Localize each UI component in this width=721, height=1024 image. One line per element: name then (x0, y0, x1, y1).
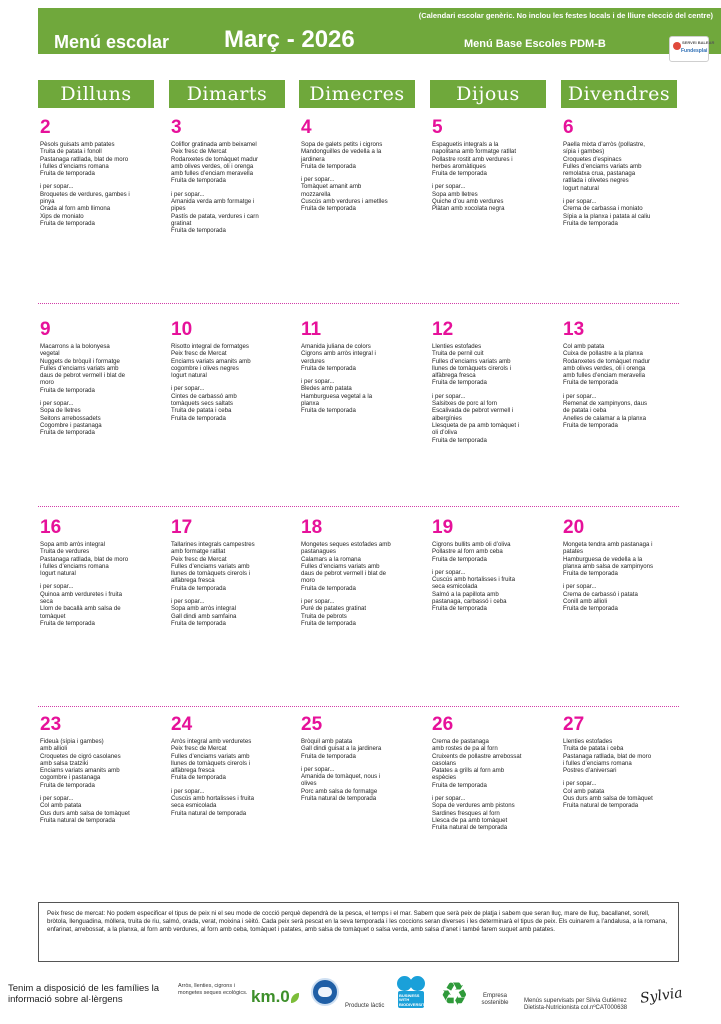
menu-item: Cintes de carbassó amb (171, 392, 237, 400)
dinner-heading: i per sopar... (432, 183, 466, 191)
menu-item: Fruita de temporada (563, 219, 618, 227)
menu-item: Porc amb salsa de formatge (301, 787, 378, 795)
menu-item: Mongeta tendra amb pastanaga i (563, 541, 653, 548)
day-number: 11 (301, 319, 322, 340)
menu-item: Bledes amb patata (301, 385, 352, 393)
day-header-monday: Dilluns (38, 80, 154, 108)
day-number: 27 (563, 714, 585, 735)
menu-item: llunes de tomàquets cirerols i (171, 570, 250, 578)
menu-item: Fruita de temporada (301, 364, 356, 372)
menu-item: seca esmicolada (171, 802, 217, 810)
menu-item: Pèsols guisats amb patates (40, 141, 115, 148)
menu-item: Peix fresc de Mercat (171, 148, 227, 156)
menu-item: Llom de bacallà amb salsa de (40, 605, 121, 613)
menu-day-cell (301, 715, 425, 802)
menu-item: Amanida juliana de colors (301, 343, 371, 350)
day-number: 26 (432, 714, 454, 735)
menu-item: Fruita de temporada (301, 752, 356, 760)
day-number: 9 (40, 319, 51, 340)
day-number: 25 (301, 714, 323, 735)
menu-item: Fruita de temporada (171, 177, 226, 185)
menu-item: Pastanaga ratllada, blat de moro (563, 752, 652, 760)
dinner-heading: i per sopar... (563, 392, 597, 400)
menu-item: Fruita de temporada (563, 421, 618, 429)
menu-item: Fideuà (sípia i gambes) (40, 738, 104, 745)
logo-dot-icon (673, 42, 681, 50)
menu-item: Broquetes de verdures, gambes i (40, 190, 130, 198)
menu-item: Rodanxetes de tomàquet madur (563, 357, 651, 365)
menu-item: pastanagues (301, 548, 336, 556)
menu-item: tomàquet (40, 612, 66, 620)
menu-item: Cogombre i pastanaga (40, 421, 102, 429)
menu-item: Sopa de lletres (40, 407, 81, 415)
menu-item: Truita de patata i ceba (171, 407, 232, 415)
menu-item: Fruita de temporada (171, 774, 226, 782)
menu-item: Ous durs amb salsa de tomàquet (40, 809, 130, 817)
menu-item: i fulles d’enciams romana (40, 162, 109, 170)
logo-main-text: Fundesplai (681, 48, 708, 54)
menu-item: i fulles d’enciams romana (563, 759, 632, 767)
menu-item: Sopa de galets petits i cigrons (301, 141, 383, 148)
menu-item: Fruita natural de temporada (301, 795, 377, 803)
menu-item: Plàtan amb xocolata negra (432, 205, 505, 213)
header-banner (38, 8, 721, 54)
menu-item: Salsitxes de porc al forn (432, 400, 498, 408)
menu-item: Sopa amb arròs integral (171, 605, 237, 613)
menu-item: pipes (171, 205, 186, 213)
menu-item: Risotto integral de formatges (171, 343, 249, 350)
menu-item: Fruita de temporada (40, 170, 95, 178)
menu-item: Puré de patates gratinat (301, 605, 367, 613)
menu-item: Fruita natural de temporada (563, 802, 639, 810)
menu-item: Salmó a la papillota amb (432, 590, 499, 598)
menu-item: Fruita natural de temporada (432, 824, 508, 832)
menu-item: Fruita de temporada (301, 162, 356, 170)
menu-item: i fulles d’enciams romana (40, 562, 109, 570)
menu-item: moro (40, 379, 54, 387)
dinner-heading: i per sopar... (171, 190, 205, 198)
day-header-tuesday: Dimarts (169, 80, 285, 108)
menu-item: amb olives verdes, oli i orenga (171, 162, 254, 170)
menu-item: Anelles de calamar a la planxa (563, 414, 646, 422)
menu-item: alfàbrega fresca (432, 372, 476, 380)
menu-item: Fruita de temporada (432, 170, 487, 178)
menu-item: patates (563, 548, 583, 556)
menu-item: mozzarella (301, 190, 331, 198)
day-header-wednesday: Dimecres (299, 80, 415, 108)
menu-item: ratllada i olivetes negres (563, 177, 629, 185)
menu-item: Rodanxetes de tomàquet madur (171, 155, 259, 163)
menu-item: herbes aromàtiques (432, 162, 486, 170)
menu-item: Cuixa de pollastre a la planxa (563, 350, 643, 358)
menu-day-cell (171, 320, 295, 422)
menu-item: Escalivada de pebrot vermell i (432, 407, 514, 415)
menu-item: Crema de carbassó i patata (563, 590, 638, 598)
menu-item: casolans (432, 759, 457, 767)
logo-top-text: SERVEI BALEAR (682, 40, 715, 45)
day-number: 17 (171, 517, 193, 538)
menu-item: Llenties estofades (563, 738, 613, 745)
menu-item: Arròs integral amb verduretes (171, 738, 252, 745)
week-separator (38, 706, 679, 707)
menu-item: Truita de verdures (40, 548, 90, 556)
menu-item: Fruita de temporada (40, 429, 95, 437)
week-separator (38, 506, 679, 507)
day-number: 4 (301, 117, 312, 138)
day-number: 10 (171, 319, 193, 340)
menu-day-cell (432, 320, 556, 444)
dinner-heading: i per sopar... (563, 198, 597, 206)
menu-item: Crema de carbassa i moniato (563, 205, 643, 213)
menu-item: Amanida verda amb formatge i (171, 198, 255, 206)
menu-item: Fruita de temporada (301, 619, 356, 627)
menu-item: Sopa amb arròs integral (40, 541, 106, 548)
dinner-heading: i per sopar... (40, 183, 74, 191)
dinner-heading: i per sopar... (432, 568, 466, 576)
fish-note-text: Peix fresc de mercat: No podem especificar el tipus de peix ni el seu mode de cocció perquè dependrà de la pesca, el temps i el mar. Sabem que serà peix de platja i sabem que seran lluç, mare de lluç, bacallanet, sorell, bròtola, llenguadina, mòllera, truita de riu, salmó, orada, verat, moixina i sèitó. Cada peix serà pescat en la seva temporada i les coccions seran diverses i les determinarà el tipus de peix. Els cuinarem a l’andalusa, a la romana, enfarinat, arrebossat, a la planxa, al forn amb verdures, al forn amb ceba, tomàquet i patates, amb salsa de tomàquet o salsa verda, amb salsa d’anet i també farem suquet amb patates. (47, 910, 668, 933)
dinner-heading: i per sopar... (301, 378, 335, 386)
credits-line-2: Dietista-Nutricionista col.nºCAT000638 (524, 1005, 628, 1011)
milk-product-icon (311, 978, 339, 1006)
menu-day-cell (432, 715, 556, 832)
menu-item: remolatxa crua, pastanaga (563, 170, 636, 178)
menu-item: Fruita de temporada (563, 379, 618, 387)
menu-item: Hamburguesa vegetal a la (301, 392, 373, 400)
dinner-heading: i per sopar... (171, 385, 205, 393)
menu-day-cell (40, 118, 164, 227)
dinner-heading: i per sopar... (301, 598, 335, 606)
menu-item: Iogurt natural (563, 184, 599, 192)
menu-item: Peix fresc de Mercat (171, 555, 227, 563)
menu-item: planxa amb salsa de xampinyons (563, 562, 654, 570)
menu-item: Conill amb allioli (563, 598, 608, 606)
menu-item: Llesqueta de pa amb tomàquet i (432, 421, 520, 429)
menu-item: Fruita natural de temporada (171, 809, 247, 817)
nutritionist-credits (524, 998, 650, 1012)
menu-item: Tallarines integrals campestres (171, 541, 255, 548)
menu-item: Fruita de temporada (301, 205, 356, 213)
menu-item: Fruita de temporada (432, 379, 487, 387)
menu-item: Truita de patata i fonoll (40, 148, 102, 156)
menu-item: amb salsa tzatziki (40, 759, 89, 767)
menu-item: alfàbrega fresca (171, 577, 215, 585)
menu-day-cell (563, 118, 687, 227)
day-number: 16 (40, 517, 62, 538)
day-number: 2 (40, 117, 51, 138)
day-number: 6 (563, 117, 574, 138)
menu-item: amb formatge ratllat (171, 548, 226, 556)
menu-item: Peix fresc de Mercat (171, 745, 227, 753)
allergen-info: Tenim a disposició de les famílies la informació sobre al·lèrgens (8, 983, 160, 1005)
dinner-heading: i per sopar... (301, 176, 335, 184)
day-number: 24 (171, 714, 193, 735)
credits-line-1: Menús supervisats per Silvia Gutiérrez (524, 998, 627, 1004)
menu-item: vegetal (40, 350, 60, 358)
menu-item: Truita de pebrots (301, 612, 347, 620)
menu-item: Fruita de temporada (301, 407, 356, 415)
biodiversity-logo-icon (395, 976, 429, 1010)
menu-item: Amanida de tomàquet, nous i (301, 773, 381, 781)
menu-item: tomàquets secs saltats (171, 400, 233, 408)
base-menu-title: Menú Base Escoles PDM-B (464, 38, 606, 50)
km0-text: km.0 (251, 987, 290, 1006)
recycle-icon: ♻ (440, 976, 469, 1012)
dinner-heading: i per sopar... (301, 765, 335, 773)
menu-day-cell (301, 518, 425, 627)
menu-day-cell (432, 118, 556, 213)
menu-item: Remenat de xampinyons, daus (563, 400, 648, 408)
day-number: 3 (171, 117, 182, 138)
menu-item: Nuggets de bròquil i formatge (40, 357, 120, 365)
menu-item: Bròquil amb patata (301, 738, 353, 745)
menu-item: Gall dindi guisat a la jardinera (301, 745, 382, 753)
dinner-heading: i per sopar... (563, 780, 597, 788)
menu-item: Enciams variats amanits amb (171, 357, 251, 365)
menu-item: Cuscús amb hortalisses i fruita (171, 795, 254, 803)
day-number: 20 (563, 517, 585, 538)
menu-item: Gall dindi amb samfaina (171, 612, 237, 620)
day-number: 18 (301, 517, 323, 538)
menu-item: Cigrons amb arròs integral i (301, 350, 376, 358)
menu-item: jardinera (301, 155, 325, 163)
menu-day-cell (563, 715, 687, 810)
menu-day-cell (171, 715, 295, 817)
menu-item: Patates a grills al forn amb (432, 767, 505, 775)
menu-item: daus de pebrot vermell i blat de (40, 372, 126, 380)
menu-item: Coliflor gratinada amb beixamel (171, 141, 257, 148)
menu-item: Fulles d’enciams variats amb (40, 364, 119, 372)
leaf-icon (291, 993, 299, 1003)
day-header-thursday: Dijous (430, 80, 546, 108)
menu-item: Orada al forn amb llimona (40, 205, 111, 213)
menu-item: Fruita natural de temporada (40, 816, 116, 824)
menu-item: Fulles d’enciams variats amb (432, 357, 511, 365)
menu-item: alfàbrega fresca (171, 767, 215, 775)
menu-item: Espaguetis integrals a la (432, 141, 499, 148)
dinner-heading: i per sopar... (40, 400, 74, 408)
menu-item: llunes de tomàquets cirerols i (171, 759, 250, 767)
fundesplai-logo-icon (669, 36, 715, 62)
menu-item: Col amb patata (40, 802, 82, 810)
menu-day-cell (40, 320, 164, 437)
menu-item: Fruita de temporada (432, 436, 487, 444)
menu-item: espècies (432, 774, 457, 782)
menu-item: Seitons arrebossadets (40, 414, 101, 422)
dinner-heading: i per sopar... (171, 787, 205, 795)
menu-item: Col amb patata (563, 343, 605, 350)
menu-item: albergínies (432, 414, 462, 422)
menu-day-cell (40, 715, 164, 824)
menu-item: pinya (40, 198, 55, 206)
eco-legumes-text: Arròs, llenties, cigrons i mongetes seques ecològics. (178, 983, 248, 996)
menu-item: amb olives verdes, oli i orenga (563, 364, 646, 372)
menu-item: cogombre i pastanaga (40, 774, 101, 782)
menu-day-cell (563, 320, 687, 429)
menu-item: oli d’oliva (432, 429, 458, 437)
dinner-heading: i per sopar... (40, 795, 74, 803)
menu-item: pastanaga, carbassó i ceba (432, 598, 507, 606)
menu-item: seca esmicolada (432, 583, 478, 591)
menu-item: Truita de patata i ceba (563, 745, 624, 753)
day-header-friday: Divendres (561, 80, 677, 108)
menu-item: moro (301, 577, 315, 585)
dinner-heading: i per sopar... (171, 598, 205, 606)
dinner-heading: i per sopar... (40, 583, 74, 591)
menu-item: Croquetes de cigró casolanes (40, 752, 121, 760)
day-number: 12 (432, 319, 454, 340)
menu-item: Fruita de temporada (171, 619, 226, 627)
menu-item: Sípia a la planxa i patata al caliu (563, 212, 651, 220)
menu-item: Mandonguilles de vedella a la (301, 148, 382, 156)
menu-item: Mongetes seques estofades amb (301, 541, 391, 548)
menu-item: olives (301, 780, 317, 788)
menu-item: Llenties estofades (432, 343, 482, 350)
week-separator (38, 303, 679, 304)
menu-item: Fruita de temporada (432, 555, 487, 563)
menu-day-cell (171, 118, 295, 235)
menu-item: Hamburguesa de vedella a la (563, 555, 643, 563)
menu-item: Fulles d’enciams variats amb (171, 562, 250, 570)
menu-item: Cigrons bullits amb oli d’oliva (432, 541, 511, 548)
menu-item: Croquetes d’espinacs (563, 155, 622, 163)
menu-item: amb rostes de pa al forn (432, 745, 498, 753)
signature: Sylvia (639, 985, 684, 1007)
menu-item: Fruita de temporada (171, 584, 226, 592)
menu-item: Tomàquet amanit amb (301, 183, 362, 191)
menu-item: Pollastre al forn amb ceba (432, 548, 503, 556)
menu-item: Fruita de temporada (40, 619, 95, 627)
menu-item: Pollastre rostit amb verdures i (432, 155, 513, 163)
day-number: 19 (432, 517, 454, 538)
menu-item: daus de pebrot vermell i blat de (301, 570, 387, 578)
menu-item: Ous durs amb salsa de tomàquet (563, 795, 653, 803)
menu-item: Enciams variats amanits amb (40, 767, 120, 775)
menu-item: Quinoa amb verduretes i fruita (40, 590, 122, 598)
menu-item: Fulles d’enciams variats amb (171, 752, 250, 760)
day-number: 13 (563, 319, 585, 340)
sustainable-company-label: Empresa sostenible (481, 993, 509, 1006)
menu-item: amb allioli (40, 745, 68, 753)
dinner-heading: i per sopar... (432, 795, 466, 803)
menu-item: Fruita de temporada (40, 781, 95, 789)
dinner-heading: i per sopar... (432, 392, 466, 400)
menu-item: Pastanaga ratllada, blat de moro (40, 155, 129, 163)
menu-item: Truita de pernil cuit (432, 350, 484, 358)
menu-item: planxa (301, 400, 319, 408)
fish-note-box (38, 902, 679, 962)
biodiversity-text: BUSINESS WITH BIODIVERSITY (399, 993, 428, 1007)
menu-day-cell (563, 518, 687, 613)
menu-item: Quiche d’ou amb verdures (432, 198, 504, 206)
menu-item: Sardines fresques al forn (432, 809, 500, 817)
menu-item: Fruita de temporada (40, 219, 95, 227)
menu-item: Fruita de temporada (301, 584, 356, 592)
menu-day-cell (301, 320, 425, 415)
menu-item: Fulles d’enciams variats amb (563, 162, 642, 170)
menu-item: Fruita de temporada (563, 605, 618, 613)
menu-item: Iogurt natural (171, 372, 207, 380)
month-title: Març - 2026 (224, 26, 355, 53)
menu-item: Fruita de temporada (40, 386, 95, 394)
menu-day-cell (40, 518, 164, 627)
dinner-heading: i per sopar... (563, 583, 597, 591)
menu-item: Fruita de temporada (171, 414, 226, 422)
menu-item: Llesca de pa amb tomàquet (432, 816, 508, 824)
day-number: 23 (40, 714, 62, 735)
menu-item: Cuscús amb hortalisses i fruita (432, 576, 515, 584)
menu-item: llunes de tomàquets cirerols i (432, 364, 511, 372)
menu-item: sípia i gambes) (563, 148, 605, 156)
menu-item: Pastís de patata, verdures i carn (171, 212, 259, 220)
menu-item: Sopa de verdures amb pistons (432, 802, 515, 810)
calendar-notice: (Calendari escolar genèric. No inclou les festes locals i de lliure elecció del centre) (418, 11, 713, 20)
day-number: 5 (432, 117, 443, 138)
menu-item: de patata i ceba (563, 407, 607, 415)
menu-item: Calamars a la romana (301, 555, 361, 563)
menu-title: Menú escolar (54, 32, 170, 52)
menu-item: Fruita de temporada (432, 781, 487, 789)
menu-item: Crema de pastanaga (432, 738, 489, 745)
menu-item: Peix fresc de Mercat (171, 350, 227, 358)
menu-day-cell (432, 518, 556, 613)
menu-item: Macarrons a la bolonyesa (40, 343, 110, 350)
km0-logo (251, 987, 299, 1007)
menu-item: Fruita de temporada (432, 605, 487, 613)
menu-item: amb fulles d’enciam meravella (563, 372, 645, 380)
menu-item: Sopa amb lletres (432, 190, 478, 198)
menu-item: Postres d’aniversari (563, 767, 617, 775)
menu-item: Xips de moniato (40, 212, 84, 220)
menu-item: Fulles d’enciams variats amb (301, 562, 380, 570)
menu-item: seca (40, 598, 53, 606)
menu-item: amb fulles d’enciam meravella (171, 170, 253, 178)
menu-item: cogombre i olives negres (171, 364, 239, 372)
menu-item: gratinat (171, 219, 192, 227)
menu-item: Fruita de temporada (171, 227, 226, 235)
menu-item: Fruita de temporada (563, 570, 618, 578)
menu-day-cell (301, 118, 425, 213)
menu-day-cell (171, 518, 295, 627)
milk-product-label: Producte làctic (345, 1003, 385, 1009)
menu-item: Paella mixta d’arròs (pollastre, (563, 141, 645, 148)
menu-item: Col amb patata (563, 787, 605, 795)
menu-item: verdures (301, 357, 325, 365)
menu-item: napolitana amb formatge ratllat (432, 148, 517, 156)
menu-item: Cuscús amb verdures i ametlles (301, 198, 388, 206)
menu-item: Pastanaga ratllada, blat de moro (40, 555, 129, 563)
menu-item: Iogurt natural (40, 570, 76, 578)
menu-item: Cruixents de pollastre arrebossat (432, 752, 522, 760)
